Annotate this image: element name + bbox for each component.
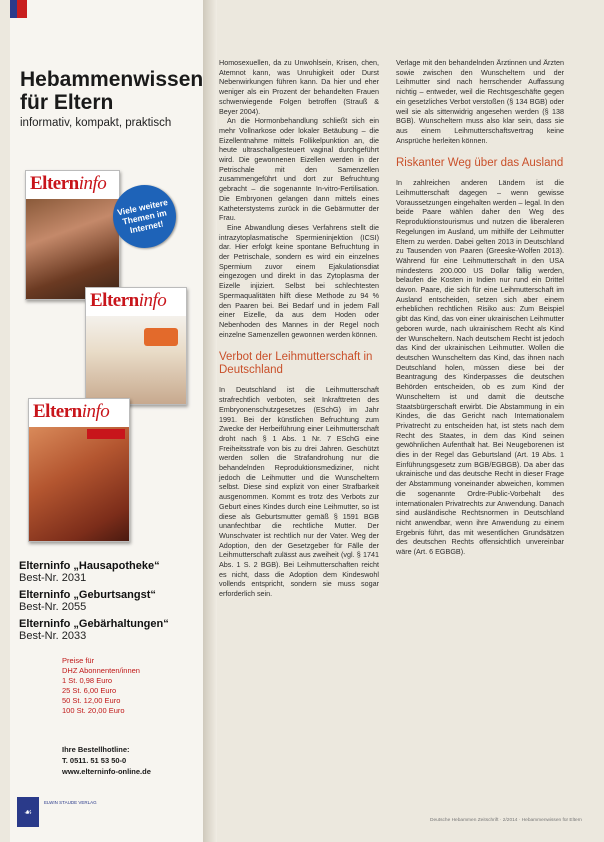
price-item: 50 St. 12,00 Euro bbox=[62, 696, 121, 705]
price-item: 100 St. 20,00 Euro bbox=[62, 706, 125, 715]
magazine-cover-gebaerhaltungen bbox=[28, 398, 130, 542]
paragraph: Eine Abwandlung dieses Verfahrens stellt die intrazytoplasmatische Spermieninjektion (ICSI) dar. Hier erfolgt keine spontane Befruchtung in der Petrischale, sondern es wird ein einzelnes Spermium zuvor einem Ejakulationsdiat eingezogen und direkt in das Zytoplasma der Eizelle injiziert. Selbst bei schlechtesten Spermaqualitäten hilft diese Methode zu 94 % den Paaren bei. Bei Bedarf und in jedem Fall einer Eizelle, da aus dem Hoden oder Nebenhoden des Mannes in der Regel noch einzelne Samenzellen gewonnen werden können. bbox=[219, 222, 379, 339]
price-item: 25 St. 6,00 Euro bbox=[62, 686, 117, 695]
magazine-logo: Elterninfo bbox=[90, 290, 167, 311]
section-heading: Riskanter Weg über das Ausland bbox=[396, 157, 564, 170]
product-name: Elterninfo „Geburtsangst“ bbox=[19, 589, 156, 601]
article-column-right bbox=[396, 58, 564, 557]
publisher-name: ELWIN STAUDE VERLAG bbox=[44, 800, 97, 805]
prices-heading: Preise für bbox=[62, 656, 95, 665]
cover-label bbox=[87, 429, 125, 439]
ad-title-line1: Hebammenwissen bbox=[20, 68, 204, 91]
blue-corner-mark bbox=[10, 0, 17, 18]
article-column-left bbox=[219, 58, 379, 599]
order-phone: T. 0511. 51 53 50-0 bbox=[62, 756, 127, 765]
order-label: Ihre Bestellhotline: bbox=[62, 745, 130, 754]
magazine-logo: Elterninfo bbox=[33, 401, 110, 422]
paragraph: Homosexuellen, da zu Unwohlsein, Krisen, chen, Atemnot kann, was Unruhigkeit oder Durst Nebenwirkungen führen kann. Da hier und eher weniger als ein Prozent der behandelten Frauen schwerwiegende Folgen betroffen (Strauß & Beyer 2004). bbox=[219, 58, 379, 116]
order-website-link[interactable]: www.elterninfo-online.de bbox=[62, 767, 151, 776]
cover-photo bbox=[29, 427, 129, 541]
product-number: Best-Nr. 2033 bbox=[19, 630, 87, 642]
product-item bbox=[19, 589, 195, 613]
publisher-logo-icon: ☙ bbox=[17, 797, 39, 827]
product-name: Elterninfo „Gebärhaltungen“ bbox=[19, 618, 169, 630]
ad-title bbox=[20, 68, 204, 114]
order-info bbox=[62, 744, 151, 777]
ad-subtitle: informativ, kompakt, praktisch bbox=[20, 117, 172, 129]
price-list bbox=[62, 656, 140, 716]
magazine-cover-geburtsangst bbox=[85, 287, 187, 405]
page-footer: Deutsche Hebammen Zeitschrift · 2/2014 · Hebammenwissen für Eltern bbox=[430, 818, 582, 823]
paragraph: In Deutschland ist die Leihmutterschaft strafrechtlich verboten, seit Inkrafttreten des Embryonenschutzgesetzes (ESchG) im Jahr 1991. Bei der künstlichen Befruchtung zum Zwecke der Herbeiführung einer Leihmutterschaft droht nach § 1 Abs. 1 Nr. 7 ESchG eine Freiheitsstrafe von bis zu drei Jahren. Geschützt werden sollen die Strafandrohung nur die behandelnden Reproduktionsmediziner, nicht jedoch die Leihmutter und die Wunscheltern selbst. Diese sind explizit von einer Strafbarkeit ausgenommen. Kommt es trotz des Verbots zur Geburt eines Kindes durch eine Leihmutter, so ist diese als Geburtsmutter gemäß § 1591 BGB unanfechtbar die rechtliche Mutter. Der Wunschvater ist rechtlich nur der Vater. Weg der Adoption, den der Gesetzgeber für Fälle der Leihmutterschaft zulässt aus zweiheit (vgl. § 1741 Abs. 1 S. 2 BGB). Bei Leihmutterschaften reicht es nicht, dass die Adoption dem Kindeswohl vollends entspricht, sondern sie muss sogar erforderlich sein. bbox=[219, 385, 379, 599]
cover-label bbox=[144, 328, 178, 346]
magazine-logo: Elterninfo bbox=[30, 173, 107, 194]
product-name: Elterninfo „Hausapotheke“ bbox=[19, 560, 160, 572]
product-item bbox=[19, 618, 195, 642]
web-topics-sticker: Viele weitere Themen im Internet! bbox=[107, 179, 182, 254]
page-gutter bbox=[203, 0, 217, 842]
paragraph: Verlage mit den behandelnden Ärztinnen und Ärzten sowie zwischen den Wunscheltern und der Leihmutter sind nach herrschender Auffassung nichtig – entweder, weil die Rechtsgeschäfte gegen ein gesetzliches Verbot verstoßen (§ 134 BGB) oder weil sie als sittenwidrig angesehen werden (§ 138 BGB). Wunscheltern muss also klar sein, dass sie aus einem Leihmutterschaftsvertrag keine Ansprüche herleiten können. bbox=[396, 58, 564, 145]
section-heading: Verbot der Leihmutterschaft in Deutschland bbox=[219, 351, 373, 377]
paragraph: In zahlreichen anderen Ländern ist die Leihmutterschaft dagegen – wenn gewisse Voraussetzungen eingehalten werden – legal. In den beide Paare wählen daher den Weg des Reproduktionstourismus und nutzen die liberaleren Regelungen im Ausland, um mithilfe der Leihmutter Eltern zu werden. Dabei gelten 2013 in Deutschland zu Tausenden von Paaren (Greeske-Wolfen 2013). Während für eine Leihmutterschaft in den USA mindestens 200.000 US Dollar fällig werden, belaufen die Kosten in Indien nur rund ein Drittel davon. Paare, die sich für eine Leihmutterschaft im Ausland entscheiden, setzen sich aber einem erheblichen rechtlichen Risiko aus: Zum Beispiel gibt das Kind, das von einer ukrainischen Leihmutter geboren wurde, nach ukrainischem Recht als Kind der Wunscheltern. Nach deutschem Recht ist jedoch das Kind der ukrainischen Leihmutter. Wollen die deutschen Wunscheltern das Kind, das ihnen nach Deutschland holen, müssen diese bei der Beantragung des Kinderpasses die deutschen Behörden entscheiden, ob es zum Kind der Wunscheltern ist und damit die deutsche Staatsbürgerschaft erwirbt. Die Abstammung in ein Kindes, die das Gericht nach Internationalem Privatrecht zu entscheiden hat, ist stets nach dem Recht des Staates, in dem das Kind seinen gewöhnlichen Aufenthalt hat. Bei Neugeborenen ist dies in der Regel das Geburtsland (Art. 19 Abs. 1 Einführungsgesetz zum BGB/EGBGB). Da aber das ukrainische und das deutsche Recht in dieser Frage der Abstammung voneinander abweichen, kommen die sogenannte Ordre-Public-Vorbehalt des internationalen Privatrechts zur Anwendung. Danach sind ausländische Rechtsnormen in Deutschland nicht anwendbar, wenn ihre Anwendung zu einem Ergebnis führt, das mit wesentlichen Grundsätzen des deutschen Rechts offensichtlich unvereinbar wäre (Art. 6 EGBGB). bbox=[396, 178, 564, 557]
product-number: Best-Nr. 2031 bbox=[19, 572, 87, 584]
red-corner-mark bbox=[17, 0, 27, 18]
product-list bbox=[19, 560, 195, 647]
prices-subheading: DHZ Abonnenten/innen bbox=[62, 666, 140, 675]
cover-photo bbox=[26, 199, 119, 299]
product-number: Best-Nr. 2055 bbox=[19, 601, 87, 613]
magazine-cover-hausapotheke bbox=[25, 170, 120, 300]
paragraph: An die Hormonbehandlung schließt sich ein mehr Vollnarkose oder lokaler Betäubung – die Eizellentnahme mittels Follikelpunktion an, die heute ultraschallgesteuert vaginal durchgeführt wird. Die gewonnenen Eizellen werden in der Petrischale mit den Samenzellen zusammengeführt und dort zur Befruchtung gebracht – die sogenannte In-vitro-Fertilisation. Die Embryonen gelangen dann mittels eines Katheterstystems zurück in die Gebärmutter der Frau. bbox=[219, 116, 379, 223]
product-item bbox=[19, 560, 195, 584]
price-item: 1 St. 0,98 Euro bbox=[62, 676, 113, 685]
ad-title-line2: für Eltern bbox=[20, 91, 114, 114]
